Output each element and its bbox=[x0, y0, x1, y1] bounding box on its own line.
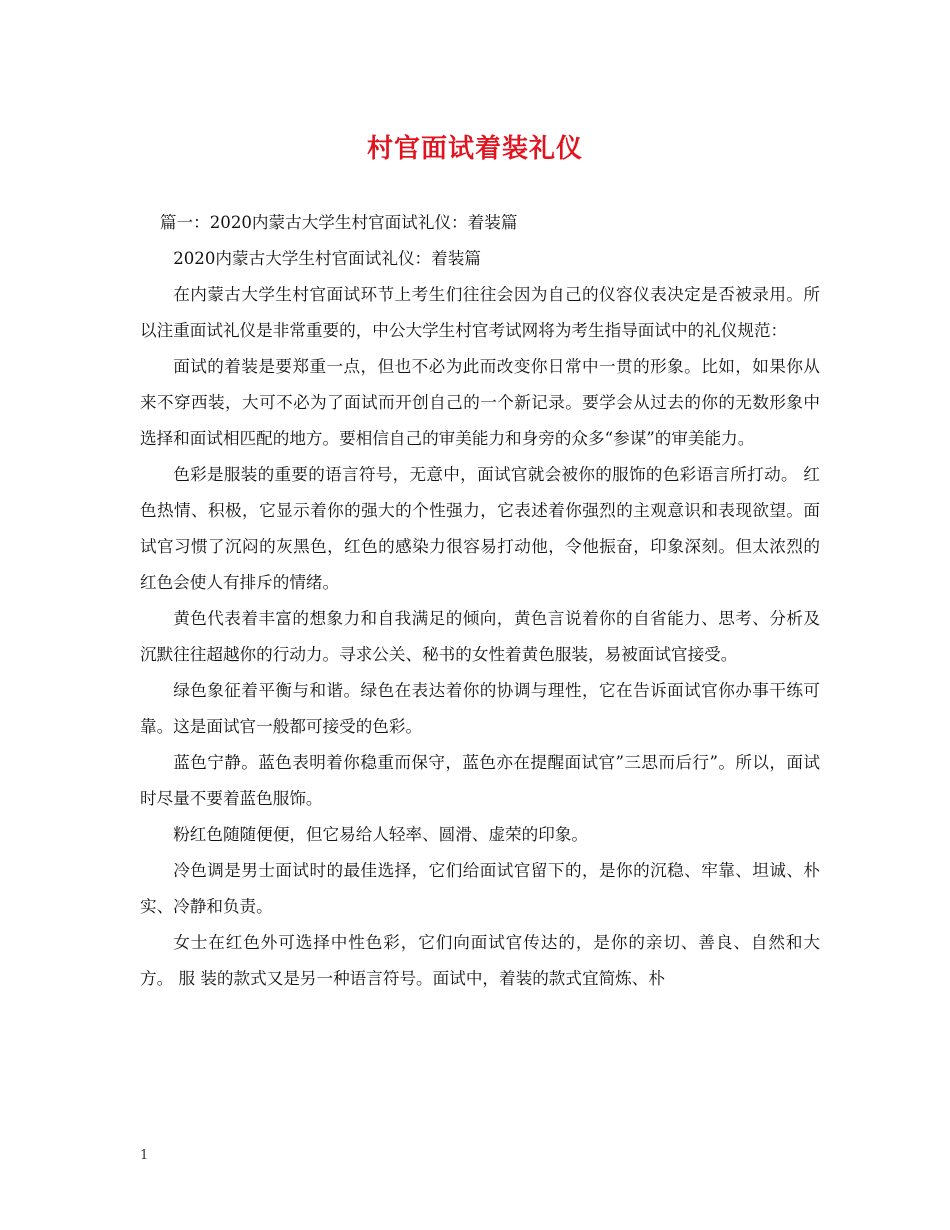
document-body bbox=[140, 205, 820, 997]
section-heading: 篇一：2020内蒙古大学生村官面试礼仪：着装篇 bbox=[159, 213, 518, 232]
page-number: 1 bbox=[140, 1148, 149, 1163]
paragraph: 黄色代表着丰富的想象力和自我满足的倾向，黄色言说着你的自省能力、思考、分析及沉默往往超越你的行动力。寻求公关、秘书的女性着黄色服装，易被面试官接受。 bbox=[140, 609, 820, 664]
paragraph: 绿色象征着平衡与和谐。绿色在表达着你的协调与理性，它在告诉面试官你办事干练可靠。这是面试官一般都可接受的色彩。 bbox=[140, 681, 820, 736]
paragraph: 粉红色随随便便，但它易给人轻率、圆滑、虚荣的印象。 bbox=[173, 825, 589, 844]
paragraph: 蓝色宁静。蓝色表明着你稳重而保守，蓝色亦在提醒面试官”三思而后行”。所以，面试时尽量不要着蓝色服饰。 bbox=[140, 753, 820, 808]
paragraph: 女士在红色外可选择中性色彩，它们向面试官传达的，是你的亲切、善良、自然和大方。 服 装的款式又是另一种语言符号。面试中，着装的款式宜简炼、朴 bbox=[140, 933, 820, 988]
paragraph: 冷色调是男士面试时的最佳选择，它们给面试官留下的，是你的沉稳、牢靠、坦诚、朴实、冷静和负责。 bbox=[140, 861, 820, 916]
subsection-heading: 2020内蒙古大学生村官面试礼仪：着装篇 bbox=[173, 249, 481, 268]
document-title: 村官面试着装礼仪 bbox=[366, 134, 583, 164]
paragraph: 面试的着装是要郑重一点，但也不必为此而改变你日常中一贯的形象。比如，如果你从来不穿西装，大可不必为了面试而开创自己的一个新记录。要学会从过去的你的无数形象中选择和面试相匹配的地方。要相信自己的审美能力和身旁的众多“参谋”的审美能力。 bbox=[140, 357, 820, 448]
paragraph: 色彩是服装的重要的语言符号，无意中，面试官就会被你的服饰的色彩语言所打动。 红色热情、积极，它显示着你的强大的个性强力，它表述着你强烈的主观意识和表现欲望。面试官习惯了沉闷的灰黑色，红色的感染力很容易打动他，令他振奋，印象深刻。但太浓烈的红色会使人有排斥的情绪。 bbox=[140, 465, 820, 592]
paragraph: 在内蒙古大学生村官面试环节上考生们往往会因为自己的仪容仪表决定是否被录用。所以注重面试礼仪是非常重要的，中公大学生村官考试网将为考生指导面试中的礼仪规范： bbox=[140, 285, 820, 340]
